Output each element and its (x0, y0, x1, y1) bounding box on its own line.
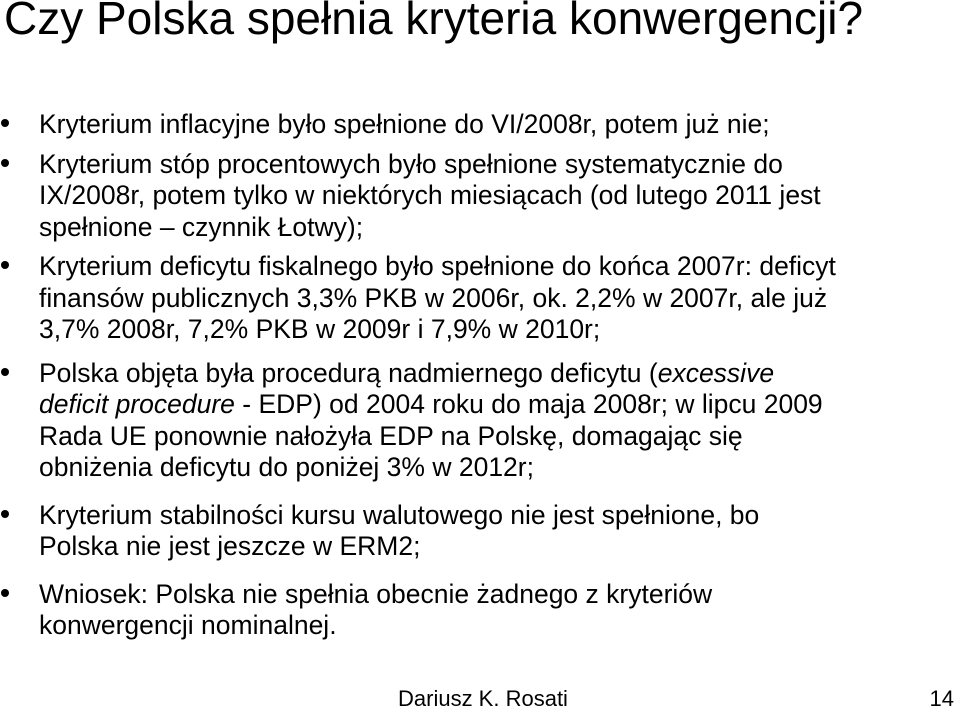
bullet-inflation (0, 109, 960, 141)
bullet-line: Kryterium stabilności kursu walutowego nie jest spełnione, bo (39, 499, 760, 530)
edp-line1-italic: excessive (657, 357, 775, 388)
edp-line1-text: Polska objęta była procedurą nadmiernego deficytu ( (39, 357, 658, 388)
bullet-line: finansów publicznych 3,3% PKB w 2006r, ok. 2,2% w 2007r, ale już (39, 282, 828, 313)
bullet-dot-icon (1, 510, 9, 518)
bullet-line: Kryterium inflacyjne było spełnione do VI/2008r, potem już nie; (39, 109, 770, 139)
bullet-line: obniżenia deficytu do poniżej 3% w 2012r; (39, 452, 534, 482)
footer-author: Dariusz K. Rosati (398, 686, 568, 711)
bullet-line: Kryterium stóp procentowych było spełnione systematycznie do (39, 148, 783, 179)
bullet-dot-icon (1, 368, 9, 376)
bullet-line: Kryterium deficytu fiskalnego było spełnione do końca 2007r: deficyt (39, 251, 836, 281)
bullet-interest-rates (0, 149, 960, 244)
edp-line2-text: - EDP) od 2004 roku do maja 2008r; w lipcu 2009 (234, 389, 823, 419)
bullet-list (0, 109, 960, 642)
bullet-conclusion (0, 579, 960, 642)
bullet-dot-icon (1, 589, 9, 597)
bullet-line: Rada UE ponownie nałożyła EDP na Polskę, domagając się (39, 420, 743, 451)
page-number: 14 (929, 686, 954, 711)
bullet-dot-icon (1, 119, 9, 127)
bullet-line: IX/2008r, potem tylko w niektórych miesiącach (od lutego 2011 jest (39, 180, 821, 210)
bullet-line: Wniosek: Polska nie spełnia obecnie żadnego z kryteriów (39, 578, 713, 609)
bullet-line: konwergencji nominalnej. (39, 610, 337, 640)
bullet-line: 3,7% 2008r, 7,2% PKB w 2009r i 7,9% w 2010r; (39, 314, 601, 344)
slide-title: Czy Polska spełnia kryteria konwergencji? (4, 0, 864, 44)
bullet-edp (0, 358, 960, 484)
bullet-dot-icon (1, 159, 9, 167)
bullet-dot-icon (1, 261, 9, 269)
bullet-line: spełnione – czynnik Łotwy); (39, 211, 364, 242)
bullet-line (39, 358, 948, 390)
bullet-exchange-rate (0, 500, 960, 563)
bullet-line: Polska nie jest jeszcze w ERM2; (39, 531, 421, 561)
bullet-line (39, 389, 948, 421)
bullet-fiscal-deficit (0, 251, 960, 346)
edp-line2-italic: deficit procedure (39, 389, 235, 419)
